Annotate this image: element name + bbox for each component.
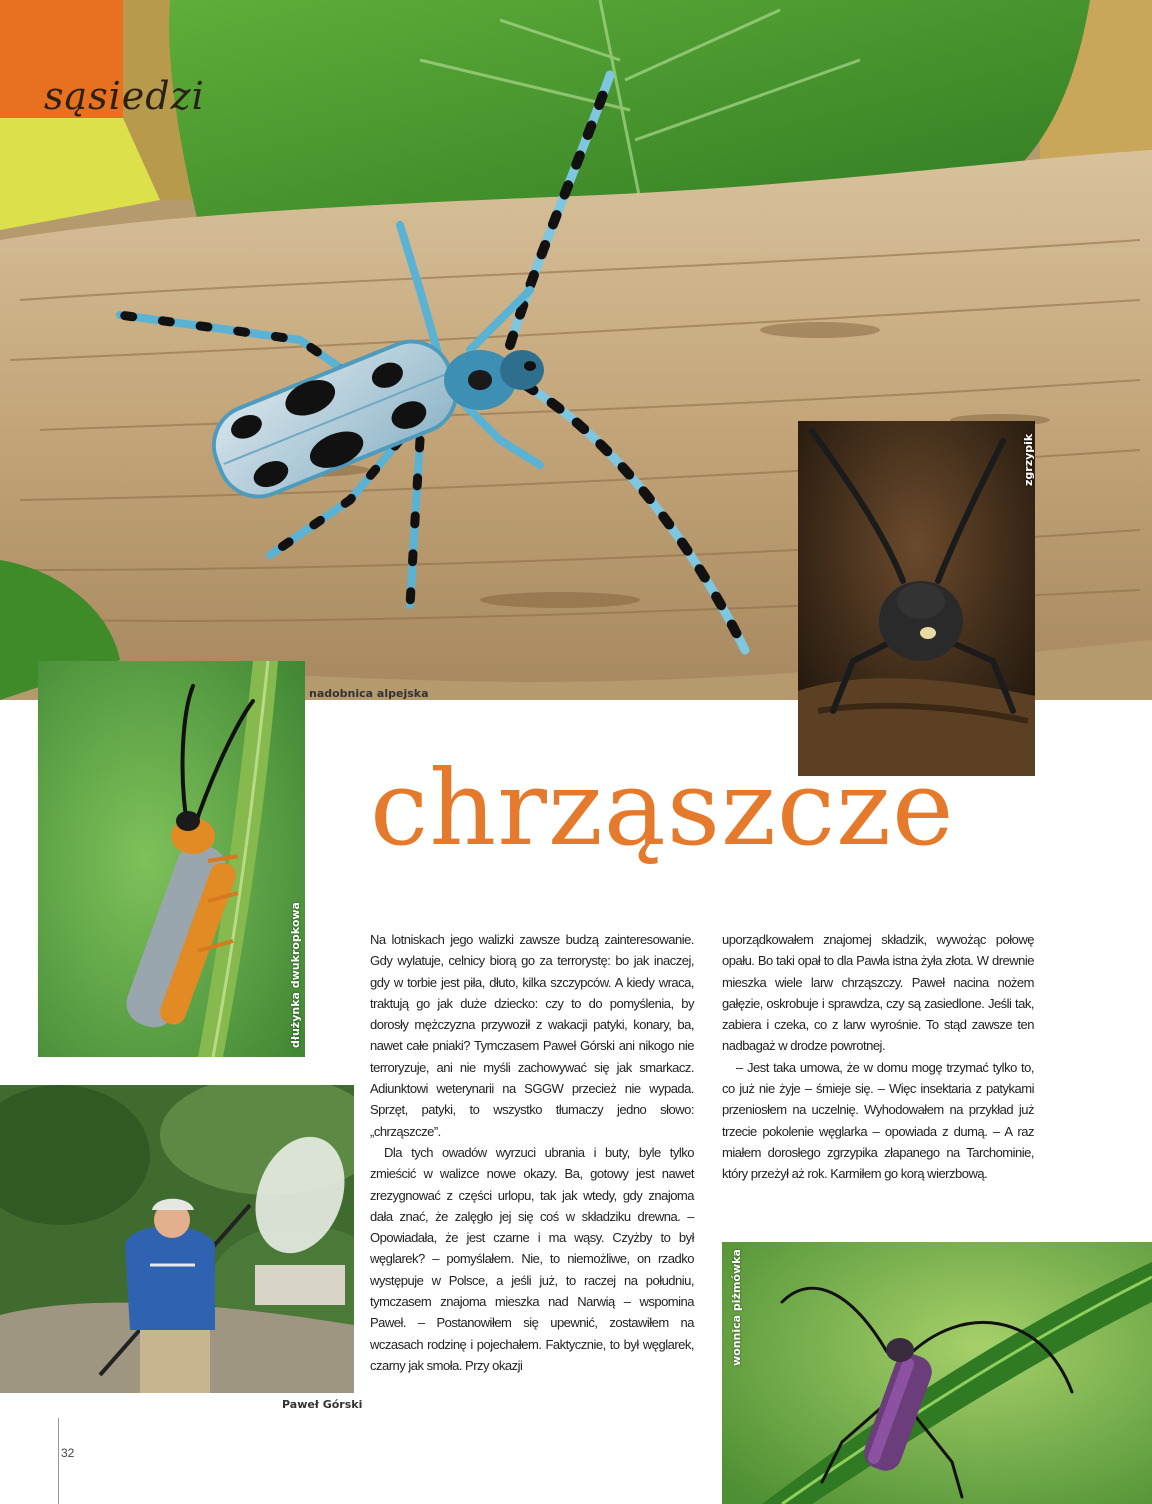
article-paragraph: Dla tych owadów wyrzuci ubrania i buty, byle tylko zmieścić w walizce nowe okazy. Ba, gotowy jest nawet zrezygnować z części urlopu, tak jak wtedy, gdy znajoma dała znać, że zalęgło jej się coś w składziku drewna. – Opowiadała, że jest czarne i ma wąsy. Czyżby to był węglarek? – pomyślałem. Nie, to niemożliwe, on rzadko występuje w Polsce, a jeśli już, to raczej na południu, tymczasem znajoma mieszka nad Narwią – wspomina Paweł. – Postanowiłem się upewnić, zostawiłem na wczasach rodzinę i pojechałem. Faktycznie, to był węglarek, czarny jak smoła. Przy okazji: [370, 1144, 694, 1373]
article-column-right: [722, 929, 1034, 1185]
photo-wonnica: [722, 1242, 1152, 1504]
caption-portrait: Paweł Górski: [282, 1398, 363, 1411]
caption-zgrzypik: zgrzypik: [1022, 433, 1035, 486]
portrait-illustration: [0, 1085, 354, 1393]
article-column-left: [370, 929, 694, 1376]
article-paragraph: – Jest taka umowa, że w domu mogę trzymać tylko to, co już nie żyje – śmieje się. – Więc insektaria z patykami przeniosłem na uczelnię. Wyhodowałem na przykład już trzecie pokolenie węglarka – opowiada z dumą. – A raz miałem dorosłego zgrzypika złapanego na Tarchominie, który przeżył aż rok. Karmiłem go korą wierzbową.: [722, 1059, 1034, 1182]
dluzynka-illustration: [38, 661, 305, 1057]
caption-hero: nadobnica alpejska: [309, 687, 429, 700]
wonnica-illustration: [722, 1242, 1152, 1504]
page-rule: [58, 1418, 59, 1504]
photo-zgrzypik: [798, 421, 1035, 776]
zgrzypik-illustration: [798, 421, 1035, 776]
photo-portrait: [0, 1085, 354, 1393]
article-title: chrząszcze: [370, 747, 955, 869]
article-paragraph: uporządkowałem znajomej składzik, wywożąc połowę opału. Bo taki opał to dla Pawła istna żyła złota. W drewnie mieszka wiele larw chrząszczy. Paweł nacina nożem gałęzie, oskrobuje i sprawdza, czy są zasiedlone. Jeśli tak, zabiera i czeka, co z larw wyrośnie. To stąd zawsze ten nadbagaż w drodze powrotnej.: [722, 932, 1034, 1054]
caption-wonnica: wonnica piżmówka: [730, 1249, 743, 1366]
page-number: 32: [61, 1446, 75, 1460]
article-paragraph: Na lotniskach jego walizki zawsze budzą zainteresowanie. Gdy wylatuje, celnicy biorą go za terrorystę: bo jak inaczej, gdy w torbie jest piła, dłuto, kilka szczypców. A kiedy wraca, traktują go jak duże dziecko: czy to do pomyślenia, by dorosły mężczyzna przywoził z wakacji patyki, konary, ba, nawet całe pniaki? Tymczasem Paweł Górski ani nikogo nie terroryzuje, ani nie myśli zachowywać się jak smarkacz. Adiunktowi weterynarii na SGGW przecież nie wypada. Sprzęt, patyki, to wszystko tłumaczy jedno słowo: „chrząszcze”.: [370, 932, 694, 1139]
photo-dluzynka: [38, 661, 305, 1057]
section-tag: sąsiedzi: [44, 74, 205, 118]
caption-dluzynka: dłużynka dwukropkowa: [289, 902, 302, 1048]
